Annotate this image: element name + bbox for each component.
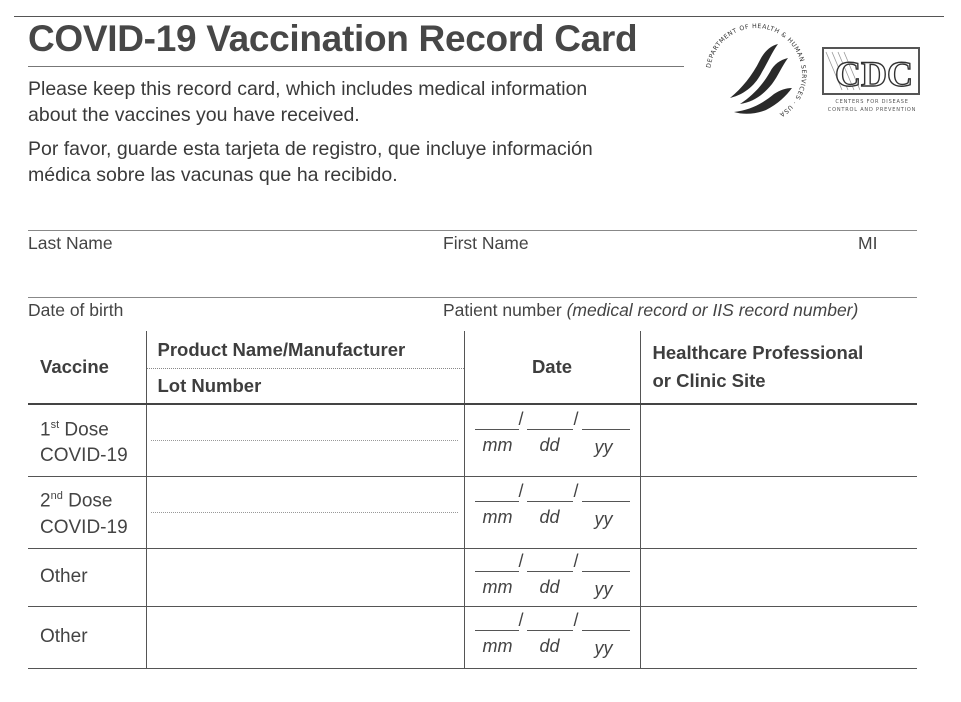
date-slash: / (573, 409, 579, 429)
last-name-label: Last Name (28, 233, 113, 253)
date-slash: / (518, 480, 524, 501)
cdc-subtext-2: CONTROL AND PREVENTION (827, 107, 917, 113)
dose-1-site-field[interactable] (640, 404, 917, 476)
other-1-site-field[interactable] (640, 548, 917, 606)
vaccine-header: Vaccine (28, 331, 146, 404)
intro-spanish-line-2: médica sobre las vacunas que ha recibido. (28, 164, 398, 186)
month-label: mm (482, 435, 513, 455)
card-title: COVID-19 Vaccination Record Card (28, 18, 638, 59)
dose-2-date-field[interactable] (464, 476, 640, 548)
date-slash: / (518, 609, 524, 630)
dob-label: Date of birth (28, 300, 124, 320)
product-header (146, 331, 464, 404)
vaccination-table (28, 331, 917, 669)
cdc-wordmark: CDC (835, 54, 913, 94)
dose-1-date-field[interactable] (464, 404, 640, 476)
date-blank (475, 550, 635, 603)
month-label: mm (482, 576, 513, 597)
day-label: dd (539, 435, 560, 455)
date-slash: / (573, 609, 579, 630)
dose-2-label: 2nd Dose COVID-19 (28, 476, 146, 548)
table-header-row (28, 331, 917, 404)
lot-number-header: Lot Number (157, 374, 262, 396)
dose-2-product-field[interactable] (146, 476, 464, 548)
dose-1-label: 1st Dose COVID-19 (28, 404, 146, 476)
table-row-other-2 (28, 606, 917, 668)
year-label: yy (594, 508, 613, 529)
date-slash: / (573, 550, 579, 571)
cdc-logo (822, 46, 922, 116)
year-label: yy (594, 637, 613, 658)
year-label: yy (594, 578, 613, 599)
patient-number-text: Patient number (443, 300, 562, 320)
other-2-date-field[interactable] (464, 606, 640, 668)
dose-2-site-field[interactable] (640, 476, 917, 548)
date-blank (475, 480, 635, 533)
day-label: dd (539, 576, 560, 597)
other-2-product-field[interactable] (146, 606, 464, 668)
intro-english-line-2: about the vaccines you have received. (28, 104, 360, 126)
title-divider (28, 66, 684, 67)
product-lot-divider (151, 440, 458, 441)
other-1-product-field[interactable] (146, 548, 464, 606)
other-1-date-field[interactable] (464, 548, 640, 606)
patient-number-note: (medical record or IIS record number) (566, 300, 859, 320)
date-slash: / (518, 550, 524, 571)
name-line (28, 230, 917, 231)
product-name-header: Product Name/Manufacturer (147, 332, 464, 369)
date-slash: / (573, 480, 579, 501)
healthcare-professional-header (640, 331, 917, 404)
other-1-label: Other (28, 548, 146, 606)
mi-label: MI (858, 233, 878, 253)
intro-english-line-1: Please keep this record card, which includes medical information (28, 78, 588, 100)
other-2-site-field[interactable] (640, 606, 917, 668)
hhs-seal-logo (700, 18, 812, 130)
other-2-label: Other (28, 606, 146, 668)
patient-number-label (443, 300, 858, 321)
product-lot-divider (151, 512, 458, 513)
dose-1-product-field[interactable] (146, 404, 464, 476)
date-blank (475, 409, 635, 461)
year-label: yy (594, 437, 613, 457)
first-name-label: First Name (443, 233, 529, 253)
day-label: dd (539, 635, 560, 656)
table-row-dose-2 (28, 476, 917, 548)
hhs-seal-text: DEPARTMENT OF HEALTH & HUMAN SERVICES · USA (705, 22, 808, 119)
date-blank (475, 609, 635, 662)
table-row-dose-1 (28, 404, 917, 476)
month-label: mm (482, 635, 513, 656)
cdc-subtext-1: CENTERS FOR DISEASE (835, 99, 909, 105)
hp-header-line-1: Healthcare Professional (652, 342, 864, 363)
dob-line (28, 297, 917, 298)
date-slash: / (518, 409, 524, 429)
top-border (14, 16, 944, 17)
month-label: mm (482, 506, 513, 527)
table-row-other-1 (28, 548, 917, 606)
date-header: Date (464, 331, 640, 404)
day-label: dd (539, 506, 560, 527)
hp-header-line-2: or Clinic Site (652, 370, 766, 391)
intro-spanish-line-1: Por favor, guarde esta tarjeta de registro, que incluye información (28, 138, 593, 160)
